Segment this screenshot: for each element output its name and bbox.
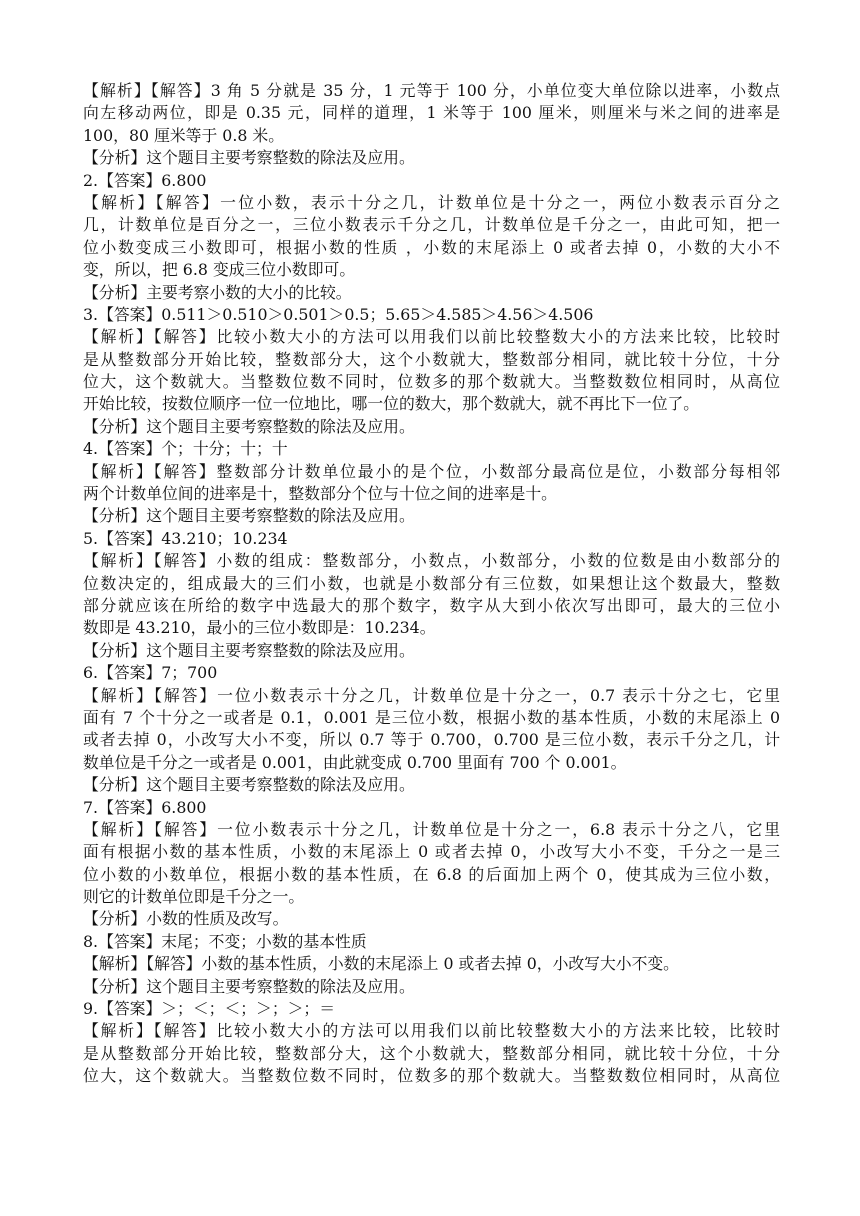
text-line: 【解析】【解答】比较小数大小的方法可以用我们以前比较整数大小的方法来比较，比较时 xyxy=(83,327,780,347)
text-line: 【分析】这个题目主要考察整数的除法及应用。 xyxy=(83,416,415,436)
text-line: 【解析】【解答】3 角 5 分就是 35 分，1 元等于 100 分，小单位变大单位除以进率，小数点 xyxy=(83,81,780,100)
document-body xyxy=(83,80,780,1088)
text-line: 7.【答案】6.800 xyxy=(83,797,207,817)
text-line: 部分就应该在所给的数字中选最大的那个数字，数字从大到小依次写出即可，最大的三位小 xyxy=(83,595,780,615)
text-line: 是从整数部分开始比较，整数部分大，这个小数就大，整数部分相同，就比较十分位，十分 xyxy=(83,349,780,369)
text-line: 位大，这个数就大。当整数位数不同时，位数多的那个数就大。当整数数位相同时，从高位 xyxy=(83,1066,780,1086)
text-line: 面有 7 个十分之一或者是 0.1，0.001 是三位小数，根据小数的基本性质，小数的末尾添上 0 xyxy=(83,707,780,727)
text-line: 数即是 43.210，最小的三位小数即是：10.234。 xyxy=(83,618,436,638)
text-line: 【分析】这个题目主要考察整数的除法及应用。 xyxy=(83,506,415,526)
text-line: 【解析】【解答】一位小数表示十分之几，计数单位是十分之一，6.8 表示十分之八，它里 xyxy=(83,819,780,839)
text-line: 9.【答案】＞；＜；＜；＞；＞；＝ xyxy=(83,999,336,1019)
text-line: 或者去掉 0，小改写大小不变，所以 0.7 等于 0.700，0.700 是三位小数，表示千分之几，计 xyxy=(83,730,780,750)
text-line: 【解析】【解答】一位小数表示十分之几，计数单位是十分之一，0.7 表示十分之七，它里 xyxy=(83,685,780,705)
text-line: 向左移动两位，即是 0.35 元，同样的道理，1 米等于 100 厘米，则厘米与米之间的进率是 xyxy=(83,103,780,123)
text-line: 100，80 厘米等于 0.8 米。 xyxy=(83,125,285,145)
text-line: 是从整数部分开始比较，整数部分大，这个小数就大，整数部分相同，就比较十分位，十分 xyxy=(83,1043,780,1063)
text-line: 位大，这个数就大。当整数位数不同时，位数多的那个数就大。当整数数位相同时，从高位 xyxy=(83,372,780,392)
text-line: 【分析】这个题目主要考察整数的除法及应用。 xyxy=(83,976,415,996)
text-line: 几，计数单位是百分之一，三位小数表示千分之几，计数单位是千分之一，由此可知，把一 xyxy=(83,215,780,235)
text-line: 面有根据小数的基本性质，小数的末尾添上 0 或者去掉 0，小改写大小不变，千分之一是三 xyxy=(83,842,780,862)
text-line: 【解析】【解答】整数部分计数单位最小的是个位，小数部分最高位是位，小数部分每相邻 xyxy=(83,461,780,481)
text-line: 3.【答案】0.511＞0.510＞0.501＞0.5；5.65＞4.585＞4.56＞4.506 xyxy=(83,304,594,324)
text-line: 数单位是千分之一或者是 0.001，由此就变成 0.700 里面有 700 个 0.001。 xyxy=(83,752,627,772)
text-line: 【分析】小数的性质及改写。 xyxy=(83,909,289,929)
text-line: 位小数变成三小数即可，根据小数的性质 ，小数的末尾添上 0 或者去掉 0，小数的大小不 xyxy=(83,237,780,257)
text-line: 开始比较，按数位顺序一位一位地比，哪一位的数大，那个数就大，就不再比下一位了。 xyxy=(83,394,700,414)
text-line: 5.【答案】43.210；10.234 xyxy=(83,528,288,548)
text-line: 8.【答案】末尾；不变；小数的基本性质 xyxy=(83,931,367,951)
text-line: 【解析】【解答】小数的基本性质，小数的末尾添上 0 或者去掉 0，小改写大小不变。 xyxy=(83,954,679,974)
text-line: 6.【答案】7；700 xyxy=(83,663,218,683)
text-line: 2.【答案】6.800 xyxy=(83,170,207,190)
text-line: 位小数的小数单位，根据小数的基本性质，在 6.8 的后面加上两个 0，使其成为三位小数， xyxy=(83,864,780,884)
text-line: 4.【答案】个；十分；十；十 xyxy=(83,439,288,459)
text-line: 则它的计数单位即是千分之一。 xyxy=(83,887,305,907)
text-line: 【分析】主要考察小数的大小的比较。 xyxy=(83,282,352,302)
text-line: 位数决定的，组成最大的三们小数，也就是小数部分有三位数，如果想让这个数最大，整数 xyxy=(83,573,780,593)
text-line: 两个计数单位间的进率是十，整数部分个位与十位之间的进率是十。 xyxy=(83,484,557,504)
text-line: 【解析】【解答】一位小数，表示十分之几，计数单位是十分之一，两位小数表示百分之 xyxy=(83,192,780,212)
text-line: 【解析】【解答】小数的组成：整数部分，小数点，小数部分，小数的位数是由小数部分的 xyxy=(83,551,780,571)
text-line: 变，所以，把 6.8 变成三位小数即可。 xyxy=(83,260,356,280)
text-line: 【解析】【解答】比较小数大小的方法可以用我们以前比较整数大小的方法来比较，比较时 xyxy=(83,1021,780,1041)
text-line: 【分析】这个题目主要考察整数的除法及应用。 xyxy=(83,775,415,795)
text-line: 【分析】这个题目主要考察整数的除法及应用。 xyxy=(83,148,415,168)
text-line: 【分析】这个题目主要考察整数的除法及应用。 xyxy=(83,640,415,660)
